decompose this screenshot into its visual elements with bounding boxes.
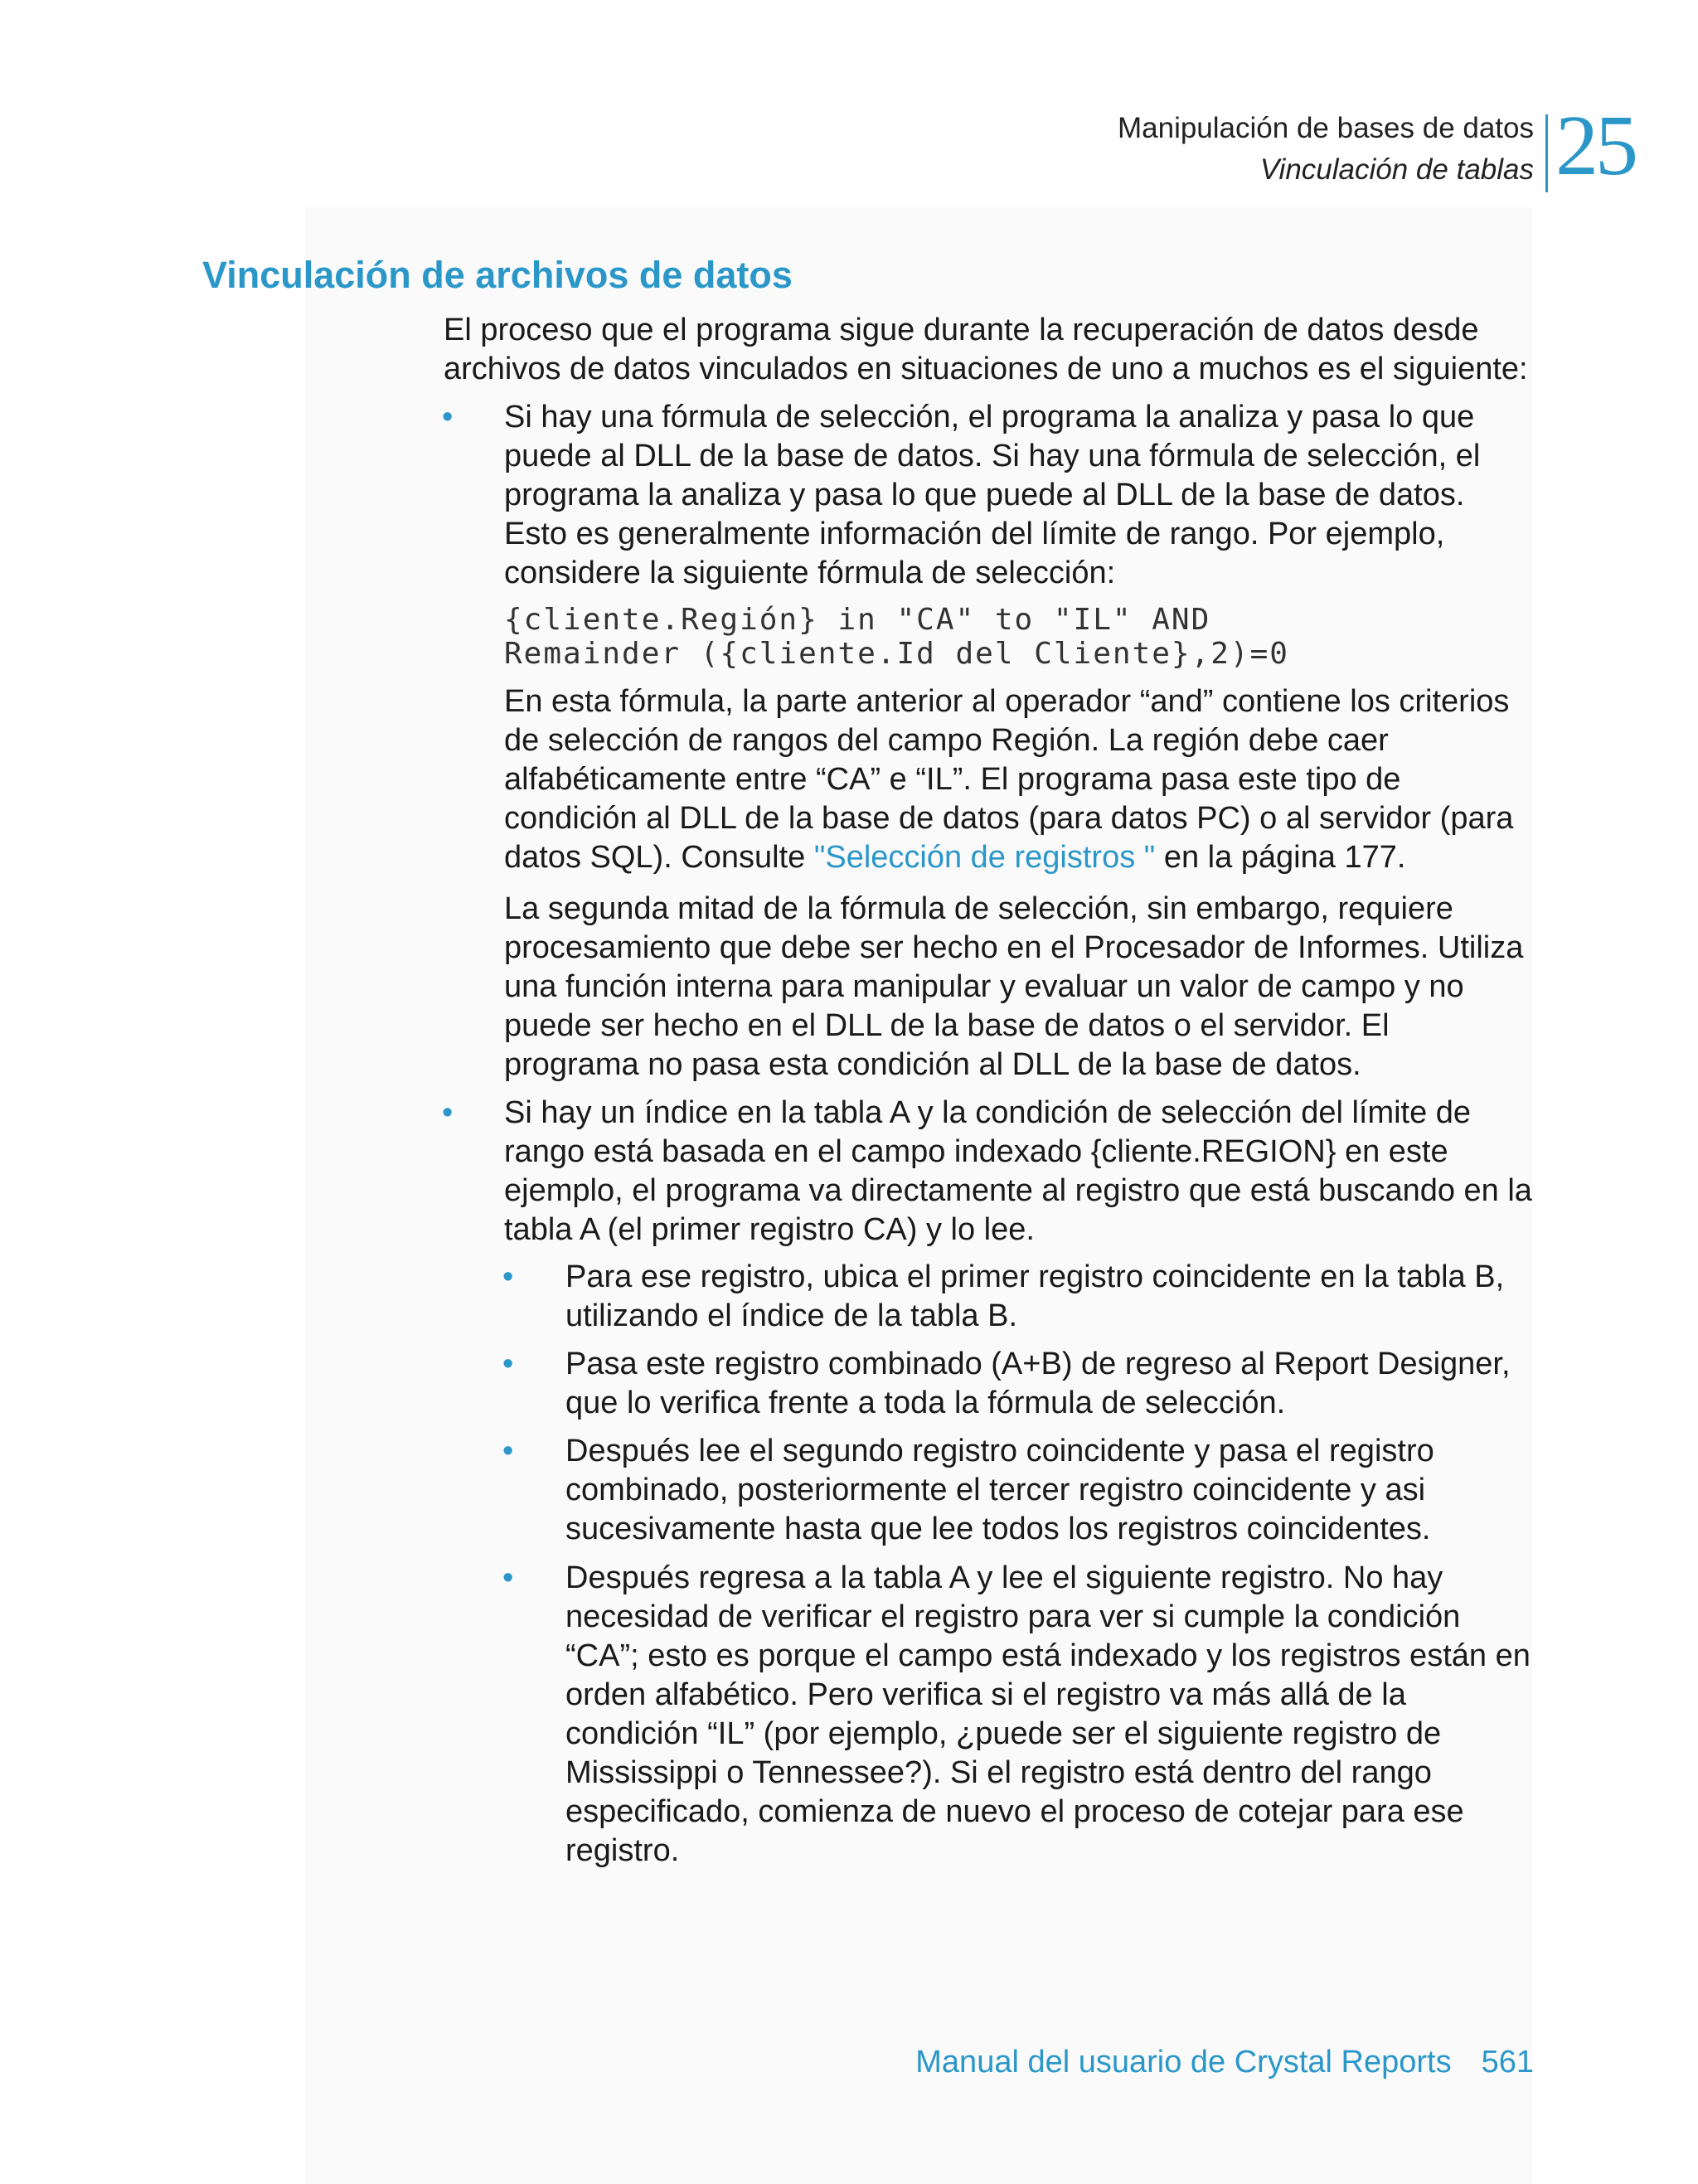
bullet-marker: • bbox=[442, 400, 454, 434]
code-line-2: Remainder ({cliente.Id del Cliente},2)=0 bbox=[504, 637, 1289, 671]
subbullet-marker: • bbox=[502, 1560, 514, 1595]
intro-text: El proceso que el programa sigue durante la recuperación de datos desde archivos de datos vinculados en situaciones de uno a muchos es el siguiente: bbox=[444, 313, 1528, 386]
subbullet-marker: • bbox=[502, 1434, 514, 1468]
subbullet-1-text: Para ese registro, ubica el primer registro coincidente en la tabla B, utilizando el índice de la tabla B. bbox=[565, 1259, 1505, 1333]
subbullet-marker: • bbox=[502, 1347, 514, 1381]
chapter-number: 25 bbox=[1555, 98, 1635, 193]
paragraph-2-tail: en la página 177. bbox=[1155, 840, 1406, 875]
bullet-2-text: Si hay un índice en la tabla A y la condición de selección del límite de rango está basada en el campo indexado {cliente.REGION} en este ejemplo, el programa va directamente al registro que está buscando en la tabla A (el primer registro CA) y lo lee. bbox=[504, 1095, 1532, 1247]
subbullet-4-text: Después regresa a la tabla A y lee el siguiente registro. No hay necesidad de verificar el registro para ver si cumple la condición “CA”; esto es porque el campo está indexado y los registros están en orden alfabético. Pero verifica si el registro va más allá de la condición “IL” (por ejemplo, ¿puede ser el siguiente registro de Mississippi o Tennessee?). Si el registro está dentro del rango especificado, comienza de nuevo el proceso de cotejar para ese registro. bbox=[565, 1560, 1531, 1868]
section-heading: Vinculación de archivos de datos bbox=[202, 254, 793, 296]
footer-title: Manual del usuario de Crystal Reports bbox=[915, 2045, 1452, 2080]
code-line-1: {cliente.Región} in "CA" to "IL" AND bbox=[504, 603, 1211, 637]
running-header bbox=[1118, 108, 1534, 191]
bullet-1-text: Si hay una fórmula de selección, el programa la analiza y pasa lo que puede al DLL de la base de datos. Si hay una fórmula de selección, el programa la analiza y pasa lo que puede al DLL de la base de datos. Esto es generalmente información del límite de rango. Por ejemplo, considere la siguiente fórmula de selección: bbox=[504, 400, 1481, 590]
bullet-1-paragraph-3 bbox=[504, 890, 1532, 1085]
bullet-item-1 bbox=[504, 398, 1532, 593]
section-title: Vinculación de tablas bbox=[1259, 153, 1534, 186]
bullet-item-2 bbox=[504, 1094, 1532, 1250]
page-number: 561 bbox=[1481, 2045, 1534, 2080]
subbullet-item-3 bbox=[565, 1432, 1535, 1549]
chapter-title: Manipulación de bases de datos bbox=[1117, 112, 1534, 144]
bullet-marker: • bbox=[442, 1095, 454, 1130]
subbullet-marker: • bbox=[502, 1259, 514, 1294]
running-footer bbox=[915, 2041, 1534, 2083]
header-divider bbox=[1545, 114, 1548, 192]
code-block bbox=[504, 603, 1532, 671]
subbullet-item-4 bbox=[565, 1559, 1535, 1871]
paragraph-3-text: La segunda mitad de la fórmula de selección, sin embargo, requiere procesamiento que debe ser hecho en el Procesador de Informes. Utiliza una función interna para manipular y evaluar un valor de campo y no puede ser hecho en el DLL de la base de datos o el servidor. El programa no pasa esta condición al DLL de la base de datos. bbox=[504, 891, 1524, 1082]
paragraph-2-lead: En esta fórmula, la parte anterior al operador “and” contiene los criterios de selección de rangos del campo Región. La región debe caer alfabéticamente entre “CA” e “IL”. El programa pasa este tipo de condición al DLL de la base de datos (para datos PC) o al servidor (para datos SQL). Consulte bbox=[504, 684, 1514, 875]
subbullet-item-1 bbox=[565, 1258, 1535, 1336]
paragraph-2-text bbox=[504, 682, 1532, 877]
subbullet-item-2 bbox=[565, 1345, 1535, 1423]
subbullet-2-text: Pasa este registro combinado (A+B) de regreso al Report Designer, que lo verifica frente a toda la fórmula de selección. bbox=[565, 1347, 1511, 1420]
subbullet-3-text: Después lee el segundo registro coincidente y pasa el registro combinado, posteriormente el tercer registro coincidente y asi sucesivamente hasta que lee todos los registros coincidentes. bbox=[565, 1434, 1434, 1546]
bullet-1-paragraph-2 bbox=[504, 682, 1532, 877]
intro-paragraph bbox=[444, 311, 1546, 389]
cross-reference-link[interactable]: "Selección de registros " bbox=[813, 840, 1156, 875]
